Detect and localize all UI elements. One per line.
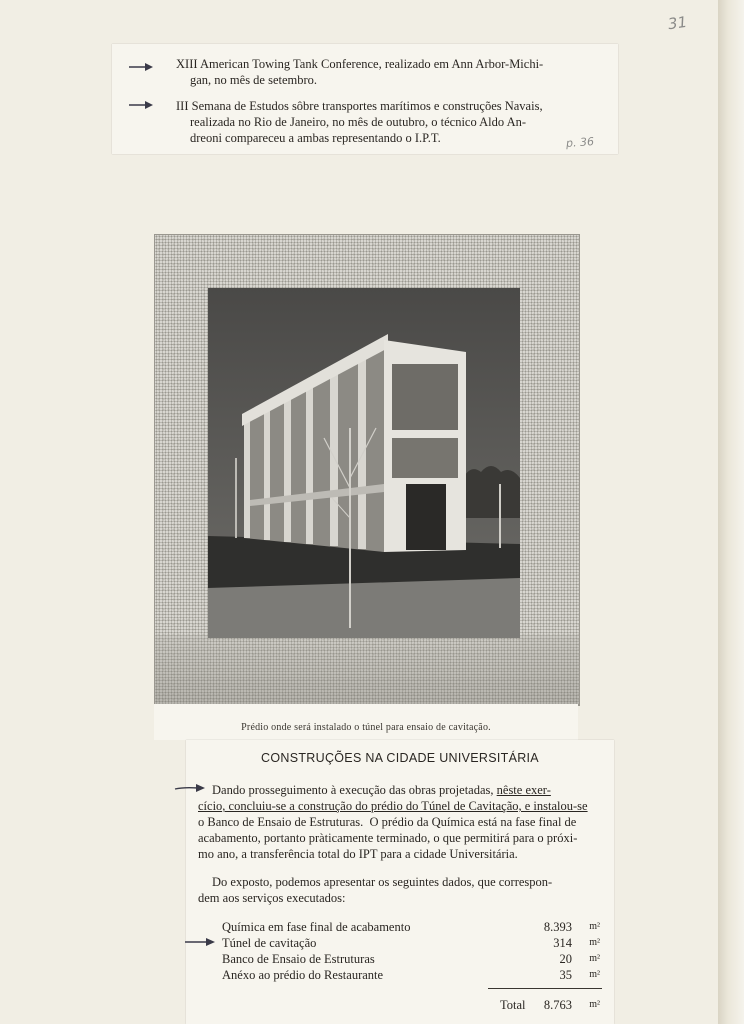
- row-value: 8.393: [543, 920, 572, 934]
- paragraph-1-line-5: mo ano, a transferência total do IPT para a cidade Universitária.: [198, 847, 518, 861]
- paragraph-2-line-2: dem aos serviços executados:: [198, 891, 346, 905]
- sheet-edge: [718, 0, 744, 1024]
- arrow-icon: [128, 62, 154, 72]
- arrow-icon: [128, 100, 154, 110]
- paragraph-1-line-1: Dando prosseguimento à execução das obras projetadas, nêste exer-: [212, 783, 551, 797]
- arrow-icon: [174, 783, 206, 793]
- row-unit: m²: [589, 921, 600, 932]
- total-label: Total: [500, 998, 526, 1012]
- section-title: CONSTRUÇÕES NA CIDADE UNIVERSITÁRIA: [261, 751, 539, 765]
- total-row: [470, 998, 602, 1014]
- table-row: [222, 952, 602, 968]
- arrow-icon: [184, 937, 216, 947]
- row-unit: m²: [589, 937, 600, 948]
- total-unit: m²: [589, 999, 600, 1010]
- pencil-note: p. 36: [565, 135, 595, 150]
- photo-caption: Prédio onde será instalado o túnel para ensaio de cavitação.: [241, 722, 491, 733]
- table-row: [222, 920, 602, 936]
- row-value: 314: [553, 936, 572, 950]
- row-label: Anéxo ao prédio do Restaurante: [222, 968, 384, 982]
- conference-item-2-line-2: realizada no Rio de Janeiro, no mês de outubro, o técnico Aldo An-: [190, 115, 527, 129]
- paragraph-1-line-3: o Banco de Ensaio de Estruturas. O prédio da Química está na fase final de: [198, 815, 577, 829]
- row-unit: m²: [589, 969, 600, 980]
- building-photo: [208, 288, 520, 638]
- row-label: Banco de Ensaio de Estruturas: [222, 952, 375, 966]
- row-value: 35: [559, 968, 572, 982]
- row-value: 20: [559, 952, 572, 966]
- conference-item-2-line-1: III Semana de Estudos sôbre transportes marítimos e construções Navais,: [176, 99, 543, 113]
- conference-item-1-line-2: gan, no mês de setembro.: [190, 73, 318, 87]
- row-label: Química em fase final de acabamento: [222, 920, 411, 934]
- building-photo-illustration: [208, 288, 520, 638]
- row-unit: m²: [589, 953, 600, 964]
- paragraph-2-line-1: Do exposto, podemos apresentar os seguintes dados, que correspon-: [212, 875, 553, 889]
- paragraph-1-line-2: cício, concluiu-se a construção do prédio do Túnel de Cavitação, e instalou-se: [198, 799, 588, 813]
- total-value: 8.763: [543, 998, 572, 1012]
- row-label: Túnel de cavitação: [222, 936, 317, 950]
- conference-item-2-line-3: dreoni compareceu a ambas representando o I.P.T.: [190, 131, 441, 145]
- total-rule: [488, 988, 602, 989]
- table-row: [222, 968, 602, 984]
- paragraph-1-line-4: acabamento, portanto pràticamente terminado, o que permitirá para o próxi-: [198, 831, 578, 845]
- conference-item-1-line-1: XIII American Towing Tank Conference, realizado em Ann Arbor-Michi-: [176, 57, 544, 71]
- page-number: 31: [666, 12, 689, 34]
- table-row: [222, 936, 602, 952]
